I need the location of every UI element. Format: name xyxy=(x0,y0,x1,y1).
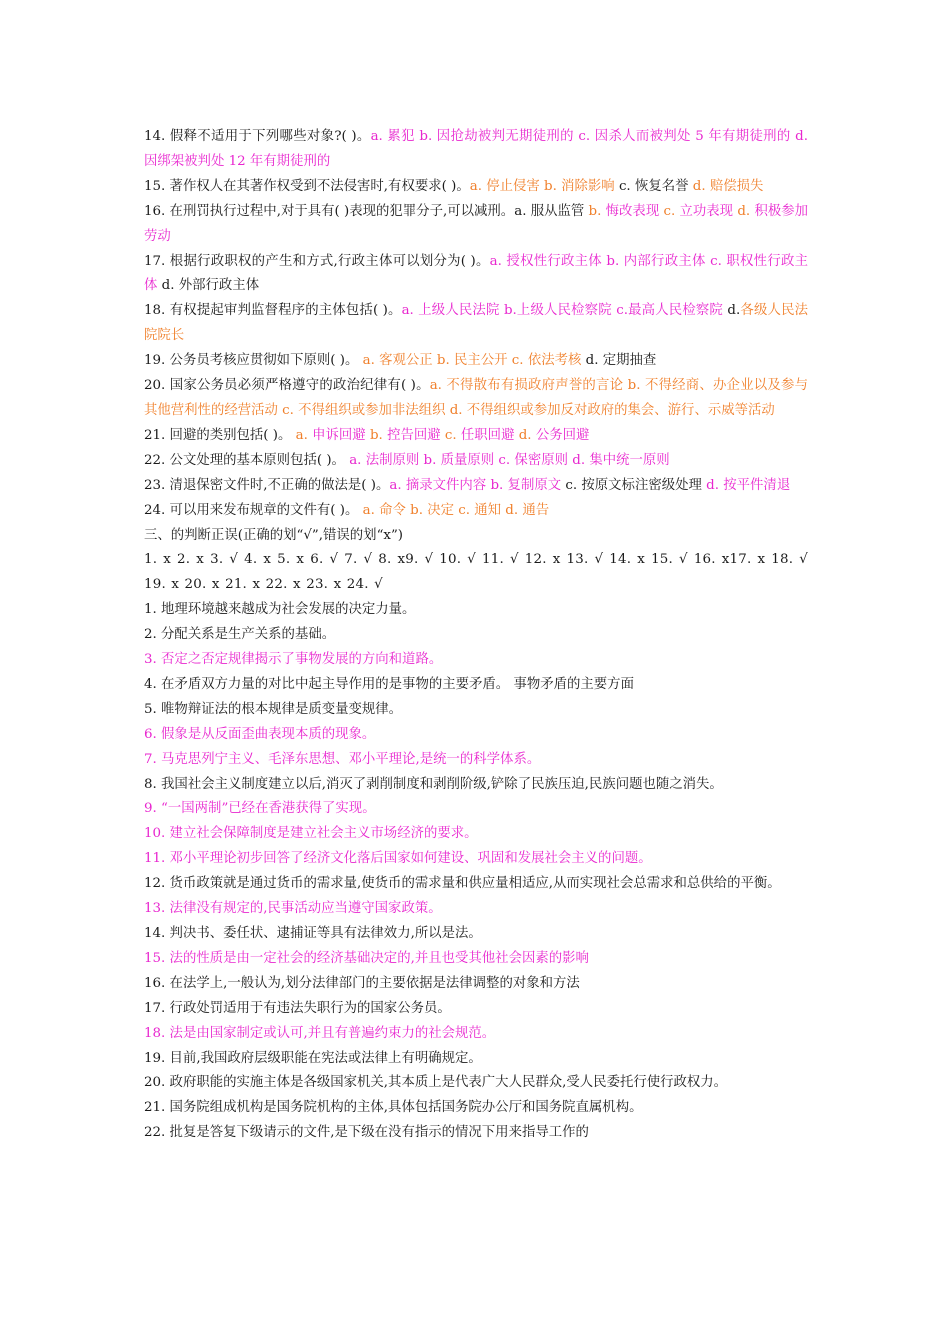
question-text-segment: 14. 假释不适用于下列哪些对象?( )。 xyxy=(144,129,371,144)
statement-item: 3. 否定之否定规律揭示了事物发展的方向和道路。 xyxy=(144,652,443,668)
statement-item: 1. 地理环境越来越成为社会发展的决定力量。 xyxy=(144,602,416,618)
question-text-segment: a. 停止侵害 b. 消除影响 xyxy=(469,178,619,194)
statement-item: 4. 在矛盾双方力量的对比中起主导作用的是事物的主要矛盾。 事物矛盾的主要方面 xyxy=(144,676,634,692)
statement-item: 17. 行政处罚适用于有违法失职行为的国家公务员。 xyxy=(144,1000,451,1016)
question-item xyxy=(144,349,808,374)
statement-item: 16. 在法学上,一般认为,划分法律部门的主要依据是法律调整的对象和方法 xyxy=(144,975,580,991)
question-text-segment: d. xyxy=(518,427,536,443)
question-item xyxy=(144,175,808,200)
document-body xyxy=(144,125,808,1146)
question-text-segment: 22. 公文处理的基本原则包括( )。 xyxy=(144,452,350,468)
question-text-segment: 公务回避 xyxy=(535,427,590,443)
question-text-segment: a. 上级人民法院 b.上级人民检察院 c.最高人民检察院 xyxy=(401,303,728,319)
statement-item: 14. 判决书、委任状、逮捕证等具有法律效力,所以是法。 xyxy=(144,926,482,941)
question-text-segment: d. 外部行政主体 xyxy=(161,278,260,294)
statement-item: 19. 目前,我国政府层级职能在宪法或法律上有明确规定。 xyxy=(144,1050,482,1066)
question-text-segment: a. 法制原则 b. 质量原则 c. 保密原则 d. 集中统一原则 xyxy=(349,452,670,468)
question-text-segment: d. xyxy=(737,203,755,219)
statement-item: 7. 马克思列宁主义、毛泽东思想、邓小平理论,是统一的科学体系。 xyxy=(144,751,541,767)
statement-item: 6. 假象是从反面歪曲表现本质的现象。 xyxy=(144,726,376,742)
question-text-segment: 积极参加劳动 xyxy=(144,203,809,244)
statement-item: 10. 建立社会保障制度是建立社会主义市场经济的要求。 xyxy=(144,826,478,842)
question-text-segment: 19. 公务员考核应贯彻如下原则( )。 xyxy=(144,353,363,369)
question-text-segment: c. xyxy=(663,203,680,219)
question-text-segment: d. xyxy=(727,303,741,319)
question-list xyxy=(144,125,808,524)
question-item xyxy=(144,449,808,474)
statement-item: 9. “一国两制”已经在香港获得了实现。 xyxy=(144,801,376,817)
statement-item: 12. 货币政策就是通过货币的需求量,使货币的需求量和供应量相适应,从而实现社会总需求和总供给的平衡。 xyxy=(144,876,781,892)
question-text-segment: 任职回避 xyxy=(460,427,519,443)
statement-item: 18. 法是由国家制定或认可,并且有普遍约束力的社会规范。 xyxy=(144,1025,496,1041)
question-item xyxy=(144,299,808,349)
question-text-segment: a. 不得散布有损政府声誉的言论 b. 不得经商、办企业以及参与其他营利性的经营活动 c. 不得组织或参加非法组织 d. 不得组织或参加反对政府的集会、游行、示威等活动 xyxy=(144,378,808,418)
question-text-segment: 17. 根据行政职权的产生和方式,行政主体可以划分为( )。 xyxy=(144,253,490,269)
question-item xyxy=(144,474,808,499)
question-text-segment: d. 定期抽查 xyxy=(585,353,657,369)
question-text-segment: 18. 有权提起审判监督程序的主体包括( )。 xyxy=(144,303,402,319)
question-text-segment: b. xyxy=(588,203,606,219)
statement-item: 5. 唯物辩证法的根本规律是质变量变规律。 xyxy=(144,701,403,717)
question-text-segment: d. 按平件清退 xyxy=(706,477,791,493)
question-text-segment: 15. 著作权人在其著作权受到不法侵害时,有权要求( )。 xyxy=(144,178,470,194)
question-text-segment: c. 按原文标注密级处理 xyxy=(565,477,707,493)
question-text-segment: 23. 清退保密文件时,不正确的做法是( )。 xyxy=(144,477,390,493)
statement-item: 21. 国务院组成机构是国务院机构的主体,具体包括国务院办公厅和国务院直属机构。 xyxy=(144,1100,643,1116)
question-item xyxy=(144,374,808,424)
question-item xyxy=(144,250,808,300)
question-text-segment: a. 累犯 b. 因抢劫被判无期徒刑的 c. 因杀人而被判处 5 年有期徒刑的 d. 因绑架被判处 12 年有期徒刑的 xyxy=(144,129,808,169)
question-text-segment: 24. 可以用来发布规章的文件有( )。 xyxy=(144,502,363,518)
statement-item: 15. 法的性质是由一定社会的经济基础决定的,并且也受其他社会因素的影响 xyxy=(144,950,589,966)
question-text-segment: 立功表现 xyxy=(679,203,738,219)
statement-item: 8. 我国社会主义制度建立以后,消灭了剥削制度和剥削阶级,铲除了民族压迫,民族问题也随之消失。 xyxy=(144,776,723,792)
question-text-segment: 20. 国家公务员必须严格遵守的政治纪律有( )。 xyxy=(144,378,430,394)
question-text-segment: a. 命令 b. 决定 c. 通知 d. 通告 xyxy=(362,502,550,518)
question-text-segment: a. xyxy=(295,427,313,443)
question-text-segment: a. 授权性行政主体 b. 内部行政主体 c. 职权性行政主体 xyxy=(144,253,809,294)
question-text-segment: c. xyxy=(444,427,461,443)
section-title: 三、的判断正误(正确的划“√”,错误的划“x”) xyxy=(144,527,404,543)
question-text-segment: 悔改表现 xyxy=(605,203,664,219)
statement-item: 2. 分配关系是生产关系的基础。 xyxy=(144,627,336,643)
question-text-segment: a. 客观公正 b. 民主公开 c. 依法考核 xyxy=(362,353,586,369)
statement-item: 22. 批复是答复下级请示的文件,是下级在没有指示的情况下用来指导工作的 xyxy=(144,1125,589,1141)
question-item xyxy=(144,200,808,250)
question-text-segment: 控告回避 xyxy=(387,427,445,443)
answer-key-line: 1. x 2. x 3. √ 4. x 5. x 6. √ 7. √ 8. x9. √ 10. √ 11. √ 12. x 13. √ 14. x 15. √ 16. x17. x 18. √ 19. x 20. x 21. x 22. x 23. x 24. √ xyxy=(144,552,808,593)
question-text-segment: 16. 在刑罚执行过程中,对于具有( )表现的犯罪分子,可以减刑。a. 服从监管 xyxy=(144,203,589,219)
question-text-segment: d. 赔偿损失 xyxy=(692,178,764,194)
statement-list xyxy=(144,598,808,1146)
question-text-segment: 各级人民法院院长 xyxy=(144,303,809,344)
question-item xyxy=(144,125,808,175)
question-text-segment: c. 恢复名誉 xyxy=(618,178,693,194)
question-text-segment: b. xyxy=(369,427,388,443)
question-item xyxy=(144,424,808,449)
question-item xyxy=(144,499,808,524)
statement-item: 11. 邓小平理论初步回答了经济文化落后国家如何建设、巩固和发展社会主义的问题。 xyxy=(144,851,652,867)
question-text-segment: a. 摘录文件内容 b. 复制原文 xyxy=(389,477,566,493)
question-text-segment: 21. 回避的类别包括( )。 xyxy=(144,427,296,443)
statement-item: 13. 法律没有规定的,民事活动应当遵守国家政策。 xyxy=(144,901,442,917)
statement-item: 20. 政府职能的实施主体是各级国家机关,其本质上是代表广大人民群众,受人民委托行使行政权力。 xyxy=(144,1075,728,1091)
question-text-segment: 申诉回避 xyxy=(312,427,370,443)
